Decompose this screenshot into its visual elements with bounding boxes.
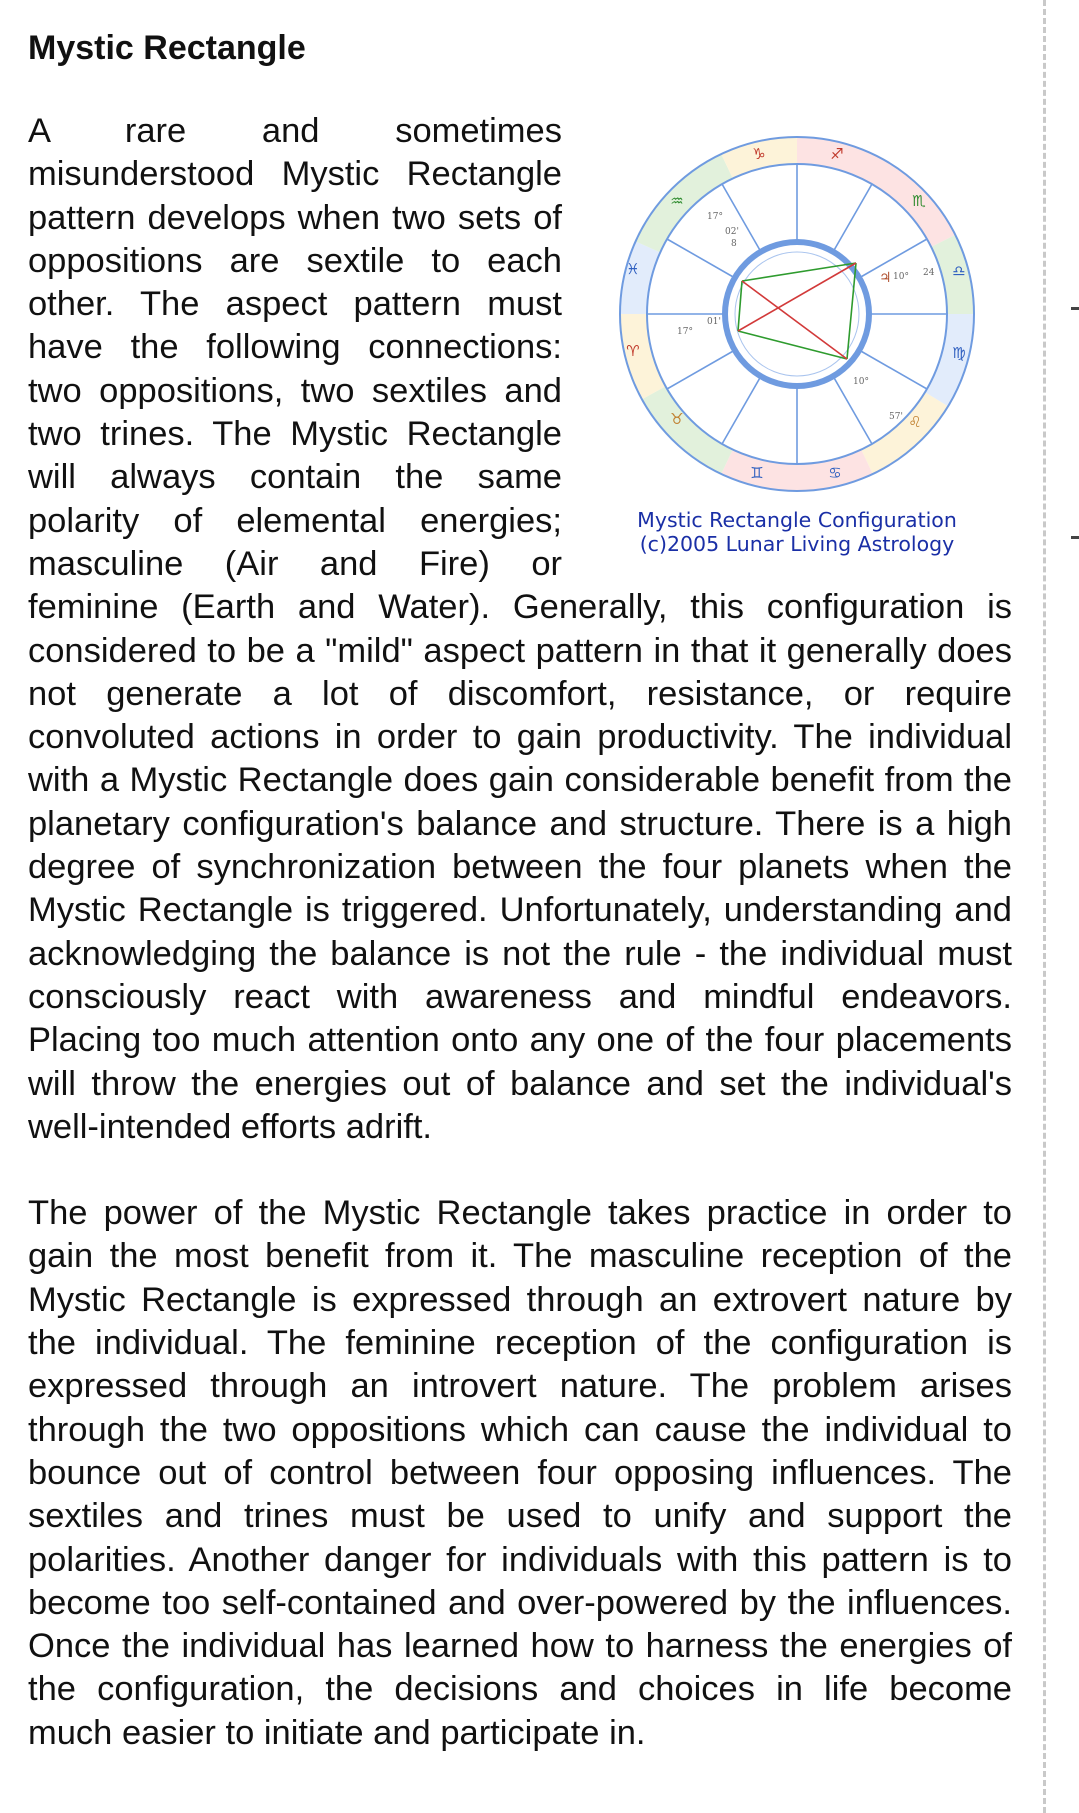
glyph-7: ♊ [750, 464, 764, 482]
paragraph-1: A rare and sometimes misunderstood Mystic Rectangle pattern develops when two sets of oppositions are sextile to each other. The aspect pattern must have the following connections: two oppositions, two sextiles and two trines. The Mystic Rectangle will always contain the same polarity of elemental energies; masculine (Air and Fire) or feminine (Earth and Water). Generally, this configuration is considered to be a "mild" aspect pattern in that it generally does not generate a lot of discomfort, resistance, or require convoluted actions in order to gain productivity. The individual with a Mystic Rectangle does gain considerable benefit from the planetary configuration's balance and structure. There is a high degree of synchronization between the four planets when the Mystic Rectangle is triggered. Unfortunately, understanding and acknowledging the balance is not the rule - the individual must consciously react with awareness and mindful endeavors. Placing too much attention onto any one of the four placements will throw the energies out of balance and set the individual's well-intended efforts adrift. [28, 112, 1012, 1146]
planet3-deg: 10° [893, 272, 909, 282]
page-title: Mystic Rectangle [28, 29, 306, 67]
planet3-min: 24 [923, 268, 935, 278]
planet1-min: 02' [725, 227, 739, 237]
glyph-6: ♋ [828, 464, 842, 482]
scroll-marker [1071, 307, 1079, 310]
glyph-5: ♌ [908, 413, 922, 431]
article [28, 24, 1012, 1755]
planet1-sign: 8 [731, 239, 737, 249]
glyph-3: ♎ [952, 262, 966, 280]
scrollbar-track [1043, 0, 1046, 1813]
planet4-min: 57' [889, 412, 903, 422]
glyph-9: ♈ [626, 342, 640, 360]
figure-caption [582, 508, 1012, 556]
glyph-4: ♍ [952, 344, 966, 362]
planet1-deg: 17° [707, 212, 723, 222]
glyph-8: ♉ [670, 410, 684, 428]
paragraph-2: The power of the Mystic Rectangle takes practice in order to gain the most benefit from it. The masculine reception of the Mystic Rectangle is expressed through an extrovert nature by the individual. The feminine reception of the configuration is expressed through an introvert nature. The problem arises through the two oppositions which can cause the individual to bounce out of control between four opposing influences. The sextiles and trines must be used to unify and support the polarities. Another danger for individuals with this pattern is to become too self-contained and over-powered by the influences. Once the individual has learned how to harness the energies of the configuration, the decisions and choices in life become much easier to initiate and participate in. [28, 1194, 1012, 1752]
planet2-deg: 17° [677, 327, 693, 337]
astrology-wheel [597, 124, 997, 504]
planet2-min: 01' [707, 317, 721, 327]
glyph-10: ♓ [626, 260, 640, 278]
glyph-11: ♒ [670, 192, 684, 210]
planet4-deg: 10° [853, 377, 869, 387]
chart-figure [582, 124, 1012, 556]
caption-line-2: (c)2005 Lunar Living Astrology [639, 532, 955, 556]
scroll-marker [1071, 536, 1079, 539]
caption-line-1: Mystic Rectangle Configuration [637, 508, 957, 532]
jupiter-glyph: ♃ [879, 270, 892, 286]
glyph-2: ♏ [912, 192, 926, 210]
glyph-1: ♐ [830, 145, 844, 163]
glyph-0: ♑ [752, 145, 766, 163]
